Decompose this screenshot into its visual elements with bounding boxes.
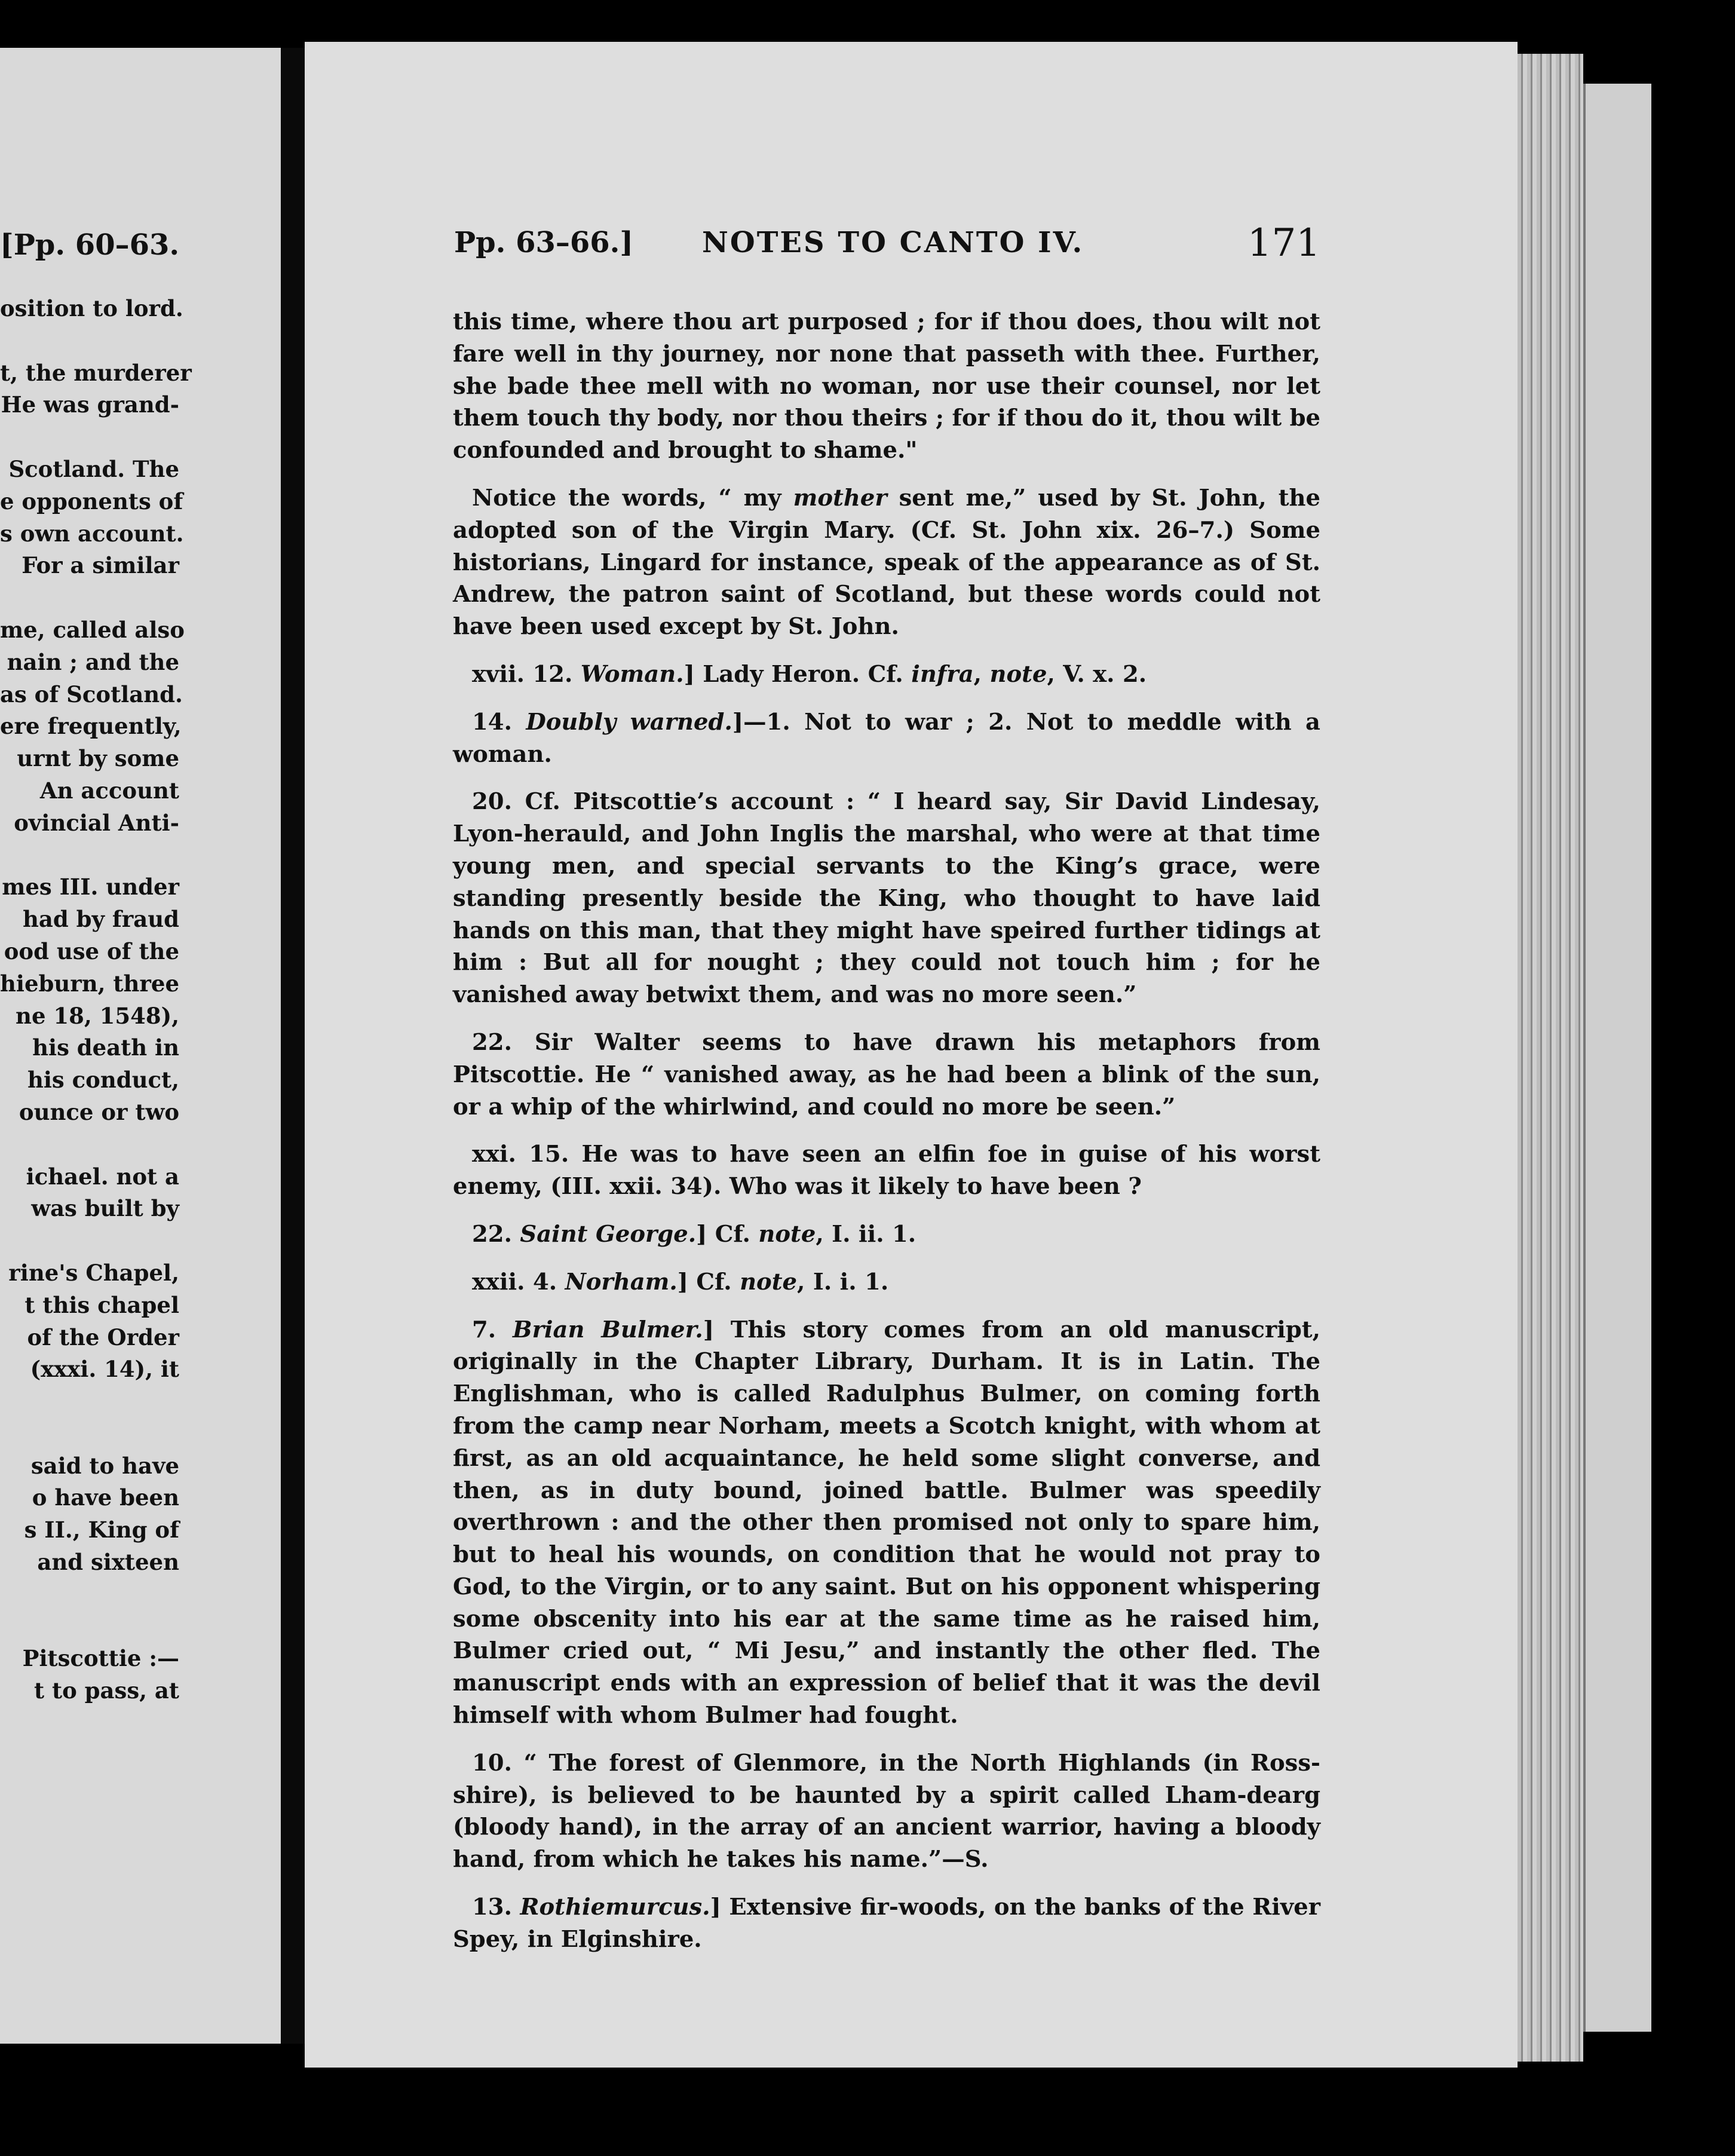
left-page-line: ne 18, 1548), <box>16 1002 179 1029</box>
left-page-line: t, the murderer <box>0 359 192 386</box>
left-page-line <box>0 1225 179 1257</box>
left-page-line <box>0 1386 179 1418</box>
left-page-line: ounce or two <box>19 1098 179 1125</box>
note-paragraph: xvii. 12. Woman.] Lady Heron. Cf. infra, note, V. x. 2. <box>472 660 1147 688</box>
note-paragraph: 7. Brian Bulmer.] This story comes from an old manuscript, originally in the Chapter Library, Durham. It is in Latin. The Englishman, who is called Radulphus Bulmer, on coming forth from the camp near Norham, meets a Scotch knight, with whom at first, as an old acquaintance, he held some slight converse, and then, as in duty bound, joined battle. Bulmer was speedily overthrown : and the other then promised not only to spare him, but to heal his wounds, on condition that he would not pray to God, to the Virgin, or to any saint. But on his opponent whispering some obscenity into his ear at the same time as he raised him, Bulmer cried out, “ Mi Jesu,” and instantly the other fled. The manuscript ends with an expression of belief that it was the devil himself with whom Bulmer had fought. <box>453 1316 1320 1729</box>
left-page-line: t to pass, at <box>34 1677 179 1704</box>
left-page-line: ovincial Anti- <box>14 809 179 836</box>
left-page-line: Pitscottie :— <box>22 1645 179 1672</box>
left-page-line: had by fraud <box>22 906 179 933</box>
left-page-line: hieburn, three <box>0 970 179 997</box>
left-page-line: his conduct, <box>27 1067 179 1094</box>
left-page-line <box>0 582 179 614</box>
left-page-line: ood use of the <box>4 938 179 964</box>
left-page-line: For a similar <box>22 552 179 579</box>
note-paragraph: xxi. 15. He was to have seen an elfin foe in guise of his worst enemy, (III. xxii. 34). Who was it likely to have been ? <box>453 1141 1320 1200</box>
note-paragraph: 13. Rothiemurcus.] Extensive fir-woods, on the banks of the River Spey, in Elginshire. <box>453 1894 1320 1953</box>
note-paragraph: 22. Saint George.] Cf. note, I. ii. 1. <box>472 1220 916 1248</box>
left-page-line: Scotland. The <box>8 455 179 482</box>
notes-body <box>453 306 1320 1956</box>
left-page-line <box>0 1418 179 1450</box>
left-page-line: s own account. <box>0 520 184 547</box>
left-page-line: An account <box>39 777 179 804</box>
left-page-line: o have been <box>32 1484 179 1511</box>
left-page-line: He was grand- <box>1 391 179 418</box>
left-page-line: ere frequently, <box>0 713 182 740</box>
left-page-line: and sixteen <box>37 1549 179 1576</box>
left-page-line <box>0 421 179 454</box>
running-title: NOTES TO CANTO IV. <box>702 226 1084 259</box>
left-page-header: [Pp. 60–63. <box>0 228 180 262</box>
left-page-line <box>0 1129 179 1161</box>
note-paragraph: 14. Doubly warned.]—1. Not to war ; 2. Not to meddle with a woman. <box>453 708 1320 768</box>
left-page-line: urnt by some <box>17 745 179 772</box>
left-page-line: as of Scotland. <box>0 681 183 708</box>
note-paragraph: Notice the words, “ my mother sent me,” used by St. John, the adopted son of the Virgin Mary. (Cf. St. John xix. 26–7.) Some historians, Lingard for instance, speak of the appearance as of St. Andrew, the patron saint of Scotland, but these words could not have been used except by St. John. <box>453 484 1320 641</box>
page-number: 171 <box>1247 221 1320 265</box>
left-page-line <box>0 840 179 872</box>
left-page-line: t this chapel <box>24 1291 179 1318</box>
note-paragraph: 22. Sir Walter seems to have drawn his metaphors from Pitscottie. He “ vanished away, as he had been a blink of the sun, or a whip of the whirlwind, and could no more be seen.” <box>453 1028 1320 1120</box>
left-page-line: said to have <box>30 1452 179 1479</box>
page-edges-back <box>1583 84 1651 2032</box>
page-edges <box>1518 54 1583 2062</box>
left-page-line: e opponents of <box>0 488 183 514</box>
note-paragraph: xxii. 4. Norham.] Cf. note, I. i. 1. <box>472 1268 889 1296</box>
note-paragraph: 10. “ The forest of Glenmore, in the North Highlands (in Ross-shire), is believed to be haunted by a spirit called Lham-dearg (bloody hand), in the array of an ancient warrior, having a bloody hand, from which he takes his name.”—S. <box>453 1749 1320 1873</box>
left-page-text <box>0 293 192 1707</box>
left-page-line: was built by <box>31 1195 179 1222</box>
left-page-line: his death in <box>32 1034 179 1061</box>
left-page-line: ichael. not a <box>26 1163 179 1190</box>
left-page-line: rine's Chapel, <box>8 1259 179 1286</box>
left-page-line <box>0 1579 179 1611</box>
left-page-line: s II., King of <box>24 1517 179 1544</box>
left-page-line <box>0 325 179 357</box>
left-page-line: osition to lord. <box>0 295 183 321</box>
page-range: Pp. 63–66.] <box>454 226 634 259</box>
left-page-line <box>0 1611 179 1643</box>
left-page-line: mes III. under <box>2 874 179 901</box>
note-paragraph: 20. Cf. Pitscottie’s account : “ I heard say, Sir David Lindesay, Lyon-herauld, and John Inglis the marshal, who were at that time young men, and special servants to the King’s grace, were standing presently beside the King, who thought to have laid hands on this man, that they might have speired further tidings at him : But all for nought ; they could not touch him ; for he vanished away betwixt them, and was no more seen.” <box>453 788 1320 1009</box>
left-page-line: nain ; and the <box>7 648 179 675</box>
note-paragraph: this time, where thou art purposed ; for if thou does, thou wilt not fare well in thy journey, nor none that passeth with thee. Further, she bade thee mell with no woman, nor use their counsel, nor let them touch thy body, nor thou theirs ; for if thou do it, thou wilt be confounded and brought to shame." <box>453 308 1320 464</box>
left-page-line: (xxxi. 14), it <box>30 1356 179 1383</box>
left-page-line: of the Order <box>27 1324 179 1350</box>
left-page-line: me, called also <box>0 616 185 643</box>
running-header <box>454 221 1320 269</box>
